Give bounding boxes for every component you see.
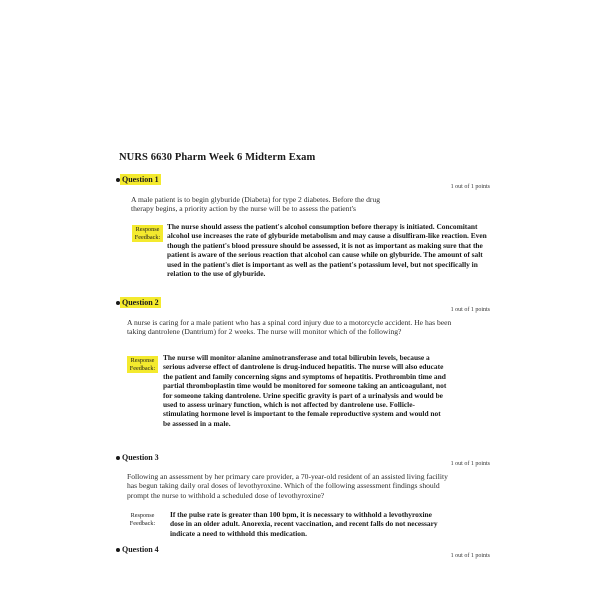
question-label: Question 4 [122,545,159,554]
question-label: Question 2 [122,298,159,307]
question-points: 1 out of 1 points [450,307,490,313]
question-label: Question 1 [122,175,159,184]
question-label: Question 3 [122,453,159,462]
question-points: 1 out of 1 points [450,553,490,559]
question-text: A male patient is to begin glyburide (Diabeta) for type 2 diabetes. Before the drug therapy begins, a priority action by the nurse will be to assess the patient's [131,195,381,214]
page-title: NURS 6630 Pharm Week 6 Midterm Exam [119,152,316,163]
response-feedback-label: Response Feedback: [127,356,158,373]
response-feedback-label: Response Feedback: [132,225,163,242]
question-text: A nurse is caring for a male patient who has a spinal cord injury due to a motorcycle accident. He has been taking dantrolene (Dantrium) for 2 weeks. The nurse will monitor which of the following? [127,318,452,337]
response-feedback-text: The nurse should assess the patient's alcohol consumption before therapy is initiated. Concomitant alcohol use increases the rate of glyburide metabolism and may cause a disulfiram-like reaction. Even though the patient's blood pressure should be assessed, it is not as important as making sure that the patient is aware of the serious reaction that alcohol can cause while on glyburide. The amount of salt used in the patient's diet is important as well as the patient's potassium level, but not specifically in relation to the use of glyburide. [167,222,487,279]
response-feedback-label: Response Feedback: [129,512,156,527]
question-points: 1 out of 1 points [450,184,490,190]
question-points: 1 out of 1 points [450,461,490,467]
response-feedback-text: If the pulse rate is greater than 100 bpm, it is necessary to withhold a levothyroxine dose in an older adult. Anorexia, recent vaccination, and recent falls do not necessary indicate a need to withhold this medication. [170,510,438,538]
question-text: Following an assessment by her primary care provider, a 70-year-old resident of an assisted living facility has begun taking daily oral doses of levothyroxine. Which of the following assessment findings should prompt the nurse to withhold a scheduled dose of levothyroxine? [127,472,448,500]
response-feedback-text: The nurse will monitor alanine aminotransferase and total bilirubin levels, because a serious adverse effect of dantrolene is drug-induced hepatitis. The nurse will also educate the patient and family concerning signs and symptoms of hepatitis. Prothrombin time and partial thromboplastin time would be monitored for someone taking an anticoagulant, not for someone taking dantrolene. Urine specific gravity is part of a urinalysis and would be used to assess urinary function, which is not affected by dantrolene use. Follicle-stimulating hormone level is important to the female reproductive system and would not be assessed in a male. [163,353,447,428]
